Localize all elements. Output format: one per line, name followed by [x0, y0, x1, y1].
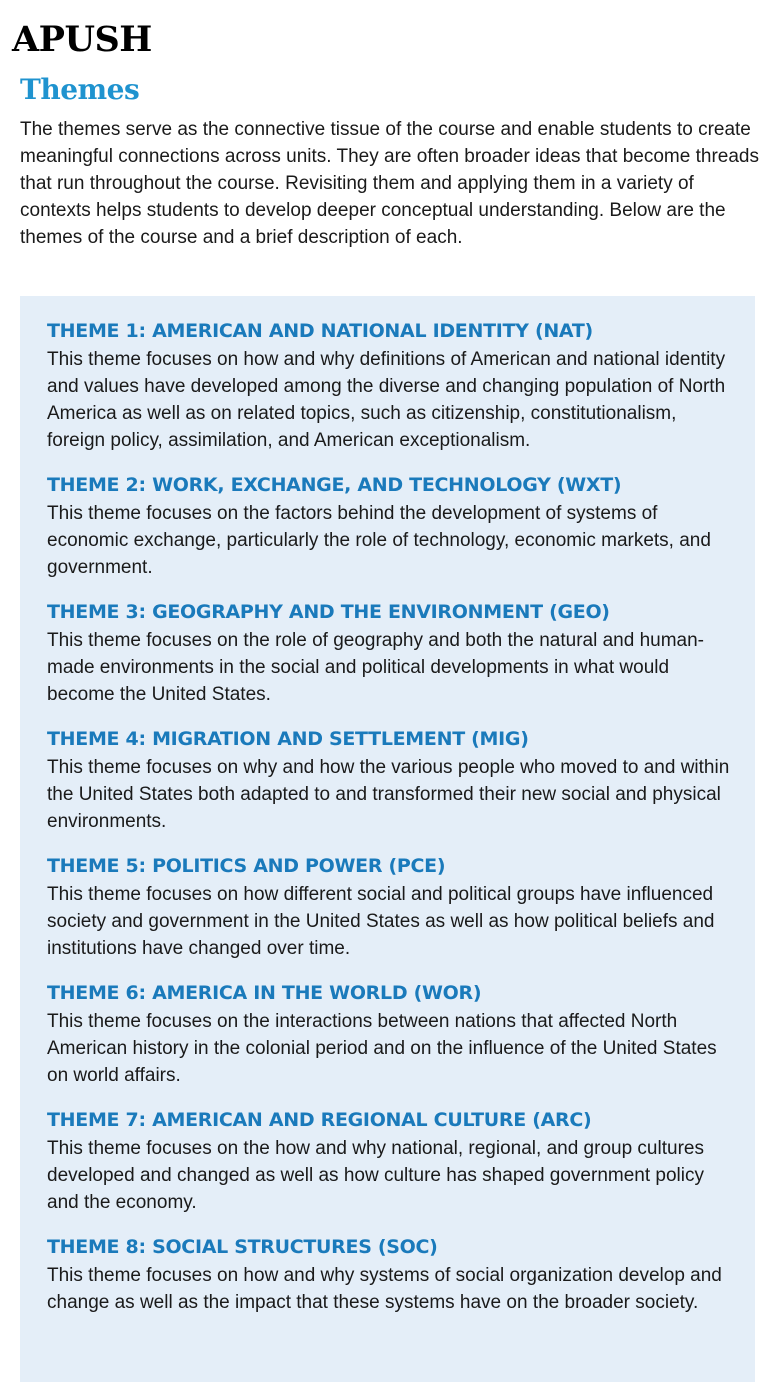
theme-title: THEME 8: SOCIAL STRUCTURES (SOC) [47, 1236, 438, 1258]
theme-item [47, 978, 735, 1089]
theme-title: THEME 6: AMERICA IN THE WORLD (WOR) [47, 982, 482, 1004]
section-heading-themes: Themes [20, 73, 140, 106]
theme-description: This theme focuses on the factors behind the development of systems of economic exchange, particularly the role of technology, economic markets, and government. [47, 503, 711, 578]
intro-paragraph: The themes serve as the connective tissue of the course and enable students to create meaningful connections across units. They are often broader ideas that become threads that run throughout the course. Revisiting them and applying them in a variety of contexts helps students to develop deeper conceptual understanding. Below are the themes of the course and a brief description of each. [20, 119, 759, 248]
theme-item [47, 1105, 735, 1216]
themes-panel [20, 296, 755, 1382]
theme-description: This theme focuses on how and why systems of social organization develop and change as well as the impact that these systems have on the broader society. [47, 1265, 722, 1313]
theme-description: This theme focuses on the interactions between nations that affected North American history in the colonial period and on the influence of the United States on world affairs. [47, 1011, 717, 1086]
theme-description: This theme focuses on how and why definitions of American and national identity and values have developed among the diverse and changing population of North America as well as on related topics, such as citizenship, constitutionalism, foreign policy, assimilation, and American exceptionalism. [47, 349, 726, 451]
theme-description: This theme focuses on the role of geography and both the natural and human-made environments in the social and political developments in what would become the United States. [47, 630, 704, 705]
theme-description: This theme focuses on the how and why national, regional, and group cultures developed and changed as well as how culture has shaped government policy and the economy. [47, 1138, 704, 1213]
theme-item [47, 470, 735, 581]
theme-item [47, 851, 735, 962]
theme-item [47, 597, 735, 708]
theme-item [47, 1232, 735, 1316]
theme-title: THEME 3: GEOGRAPHY AND THE ENVIRONMENT (GEO) [47, 601, 610, 623]
theme-title: THEME 5: POLITICS AND POWER (PCE) [47, 855, 446, 877]
theme-title: THEME 7: AMERICAN AND REGIONAL CULTURE (ARC) [47, 1109, 592, 1131]
theme-title: THEME 2: WORK, EXCHANGE, AND TECHNOLOGY (WXT) [47, 474, 622, 496]
theme-title: THEME 4: MIGRATION AND SETTLEMENT (MIG) [47, 728, 529, 750]
theme-item [47, 724, 735, 835]
theme-description: This theme focuses on how different social and political groups have influenced society and government in the United States as well as how political beliefs and institutions have changed over time. [47, 884, 715, 959]
theme-description: This theme focuses on why and how the various people who moved to and within the United States both adapted to and transformed their new social and physical environments. [47, 757, 730, 832]
theme-title: THEME 1: AMERICAN AND NATIONAL IDENTITY (NAT) [47, 320, 593, 342]
theme-item [47, 316, 735, 454]
document-title: APUSH [12, 19, 152, 60]
